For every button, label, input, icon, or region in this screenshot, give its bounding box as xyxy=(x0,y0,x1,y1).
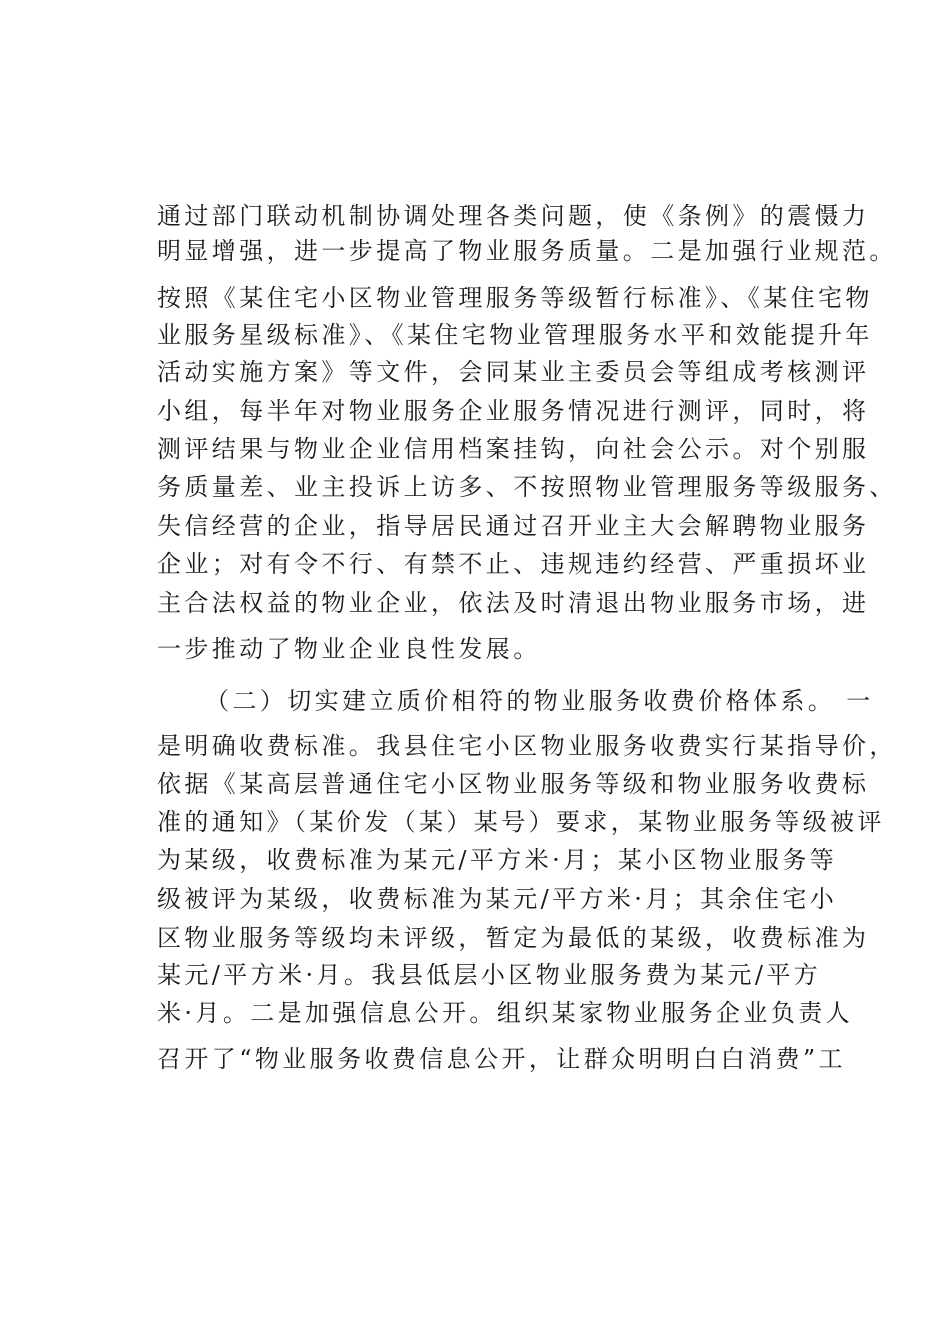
text-line: 测评结果与物业企业信用档案挂钩，向社会公示。对个别服 xyxy=(157,435,870,463)
text-line: 按照《某住宅小区物业管理服务等级暂行标准》、《某住宅物 xyxy=(157,284,873,312)
text-line: 主合法权益的物业企业，依法及时清退出物业服务市场，进 xyxy=(157,589,870,617)
text-line: 失信经营的企业，指导居民通过召开业主大会解聘物业服务 xyxy=(157,512,870,540)
section-heading: （二）切实建立质价相符的物业服务收费价格体系。 一 xyxy=(205,687,874,715)
text-line: 业服务星级标准》、《某住宅物业管理服务水平和效能提升年 xyxy=(157,321,873,349)
text-line: 一步推动了物业企业良性发展。 xyxy=(157,635,541,663)
text-line: 是明确收费标准。我县住宅小区物业服务收费实行某指导价， xyxy=(157,732,897,760)
text-line: 级被评为某级，收费标准为某元/平方米·月；其余住宅小 xyxy=(157,885,838,913)
text-line: 务质量差、业主投诉上访多、不按照物业管理服务等级服务、 xyxy=(157,473,897,501)
text-line: 区物业服务等级均未评级，暂定为最低的某级，收费标准为 xyxy=(157,924,870,952)
text-line: 活动实施方案》等文件，会同某业主委员会等组成考核测评 xyxy=(157,358,870,386)
text-line: 小组，每半年对物业服务企业服务情况进行测评，同时，将 xyxy=(157,397,870,425)
text-line: 召开了“物业服务收费信息公开，让群众明明白白消费”工 xyxy=(157,1045,846,1073)
text-line: 某元/平方米·月。我县低层小区物业服务费为某元/平方 xyxy=(157,961,822,989)
text-line: 为某级，收费标准为某元/平方米·月；某小区物业服务等 xyxy=(157,846,838,874)
text-line: 准的通知》（某价发（某）某号）要求，某物业服务等级被评 xyxy=(157,808,885,836)
text-line: 企业；对有令不行、有禁不止、违规违约经营、严重损坏业 xyxy=(157,550,870,578)
text-line: 通过部门联动机制协调处理各类问题，使《条例》的震慑力 xyxy=(157,202,870,230)
text-line: 依据《某高层普通住宅小区物业服务等级和物业服务收费标 xyxy=(157,770,870,798)
text-line: 米·月。二是加强信息公开。组织某家物业服务企业负责人 xyxy=(157,999,854,1027)
text-line: 明显增强，进一步提高了物业服务质量。二是加强行业规范。 xyxy=(157,237,897,265)
